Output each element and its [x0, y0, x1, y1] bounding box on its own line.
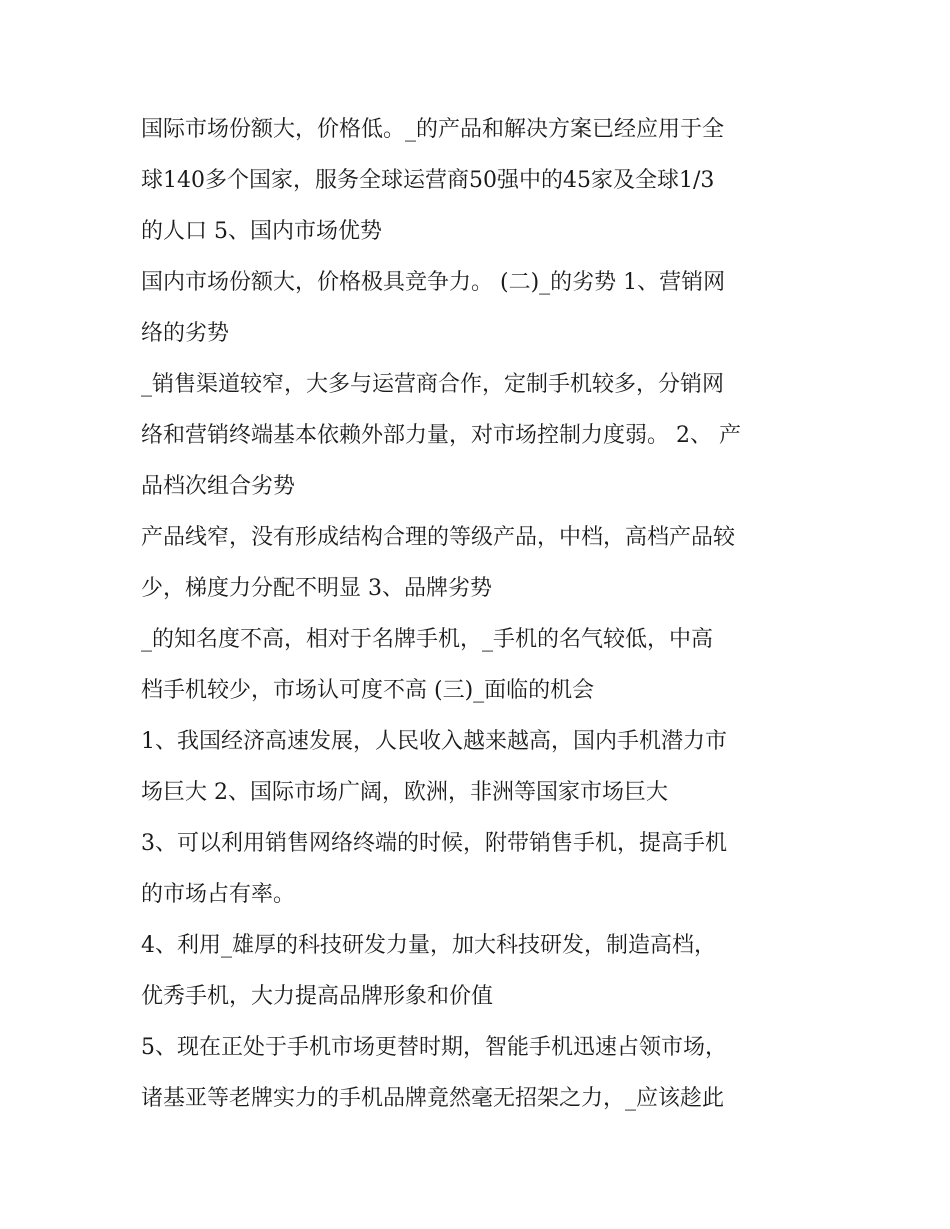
text-line: _的知名度不高，相对于名牌手机，_手机的名气较低，中高 [141, 627, 714, 652]
text-line: 球140多个国家，服务全球运营商50强中的45家及全球1/3 [141, 168, 715, 193]
text-line: 5、现在正处于手机市场更替时期，智能手机迅速占领市场， [141, 1035, 727, 1060]
text-line: _销售渠道较窄，大多与运营商合作，定制手机较多，分销网 [141, 372, 725, 397]
text-line: 国内市场份额大，价格极具竞争力。 (二)_的劣势 1、营销网 [141, 270, 726, 295]
text-line: 优秀手机，大力提高品牌形象和价值 [141, 984, 494, 1009]
text-line: 少，梯度力分配不明显 3、品牌劣势 [141, 576, 492, 601]
text-line: 络和营销终端基本依赖外部力量，对市场控制力度弱。 2、 产 [141, 423, 741, 448]
text-line: 产品线窄，没有形成结构合理的等级产品，中档，高档产品较 [141, 525, 736, 550]
text-line: 场巨大 2、国际市场广阔，欧洲，非洲等国家市场巨大 [141, 780, 668, 805]
body-text [141, 104, 821, 1124]
text-line: 品档次组合劣势 [141, 474, 296, 499]
text-line: 3、可以利用销售网络终端的时候，附带销售手机，提高手机 [141, 831, 727, 856]
text-line: 的人口 5、国内市场优势 [141, 219, 382, 244]
text-line: 诸基亚等老牌实力的手机品牌竟然毫无招架之力，_应该趁此 [141, 1086, 725, 1111]
text-line: 1、我国经济高速发展，人民收入越来越高，国内手机潜力市 [141, 729, 727, 754]
text-line: 的市场占有率。 [141, 882, 296, 907]
text-line: 4、利用_雄厚的科技研发力量，加大科技研发，制造高档， [141, 933, 716, 958]
text-line: 档手机较少，市场认可度不高 (三)_面临的机会 [141, 678, 595, 703]
text-line: 络的劣势 [141, 321, 230, 346]
text-line: 国际市场份额大，价格低。_的产品和解决方案已经应用于全 [141, 117, 725, 142]
